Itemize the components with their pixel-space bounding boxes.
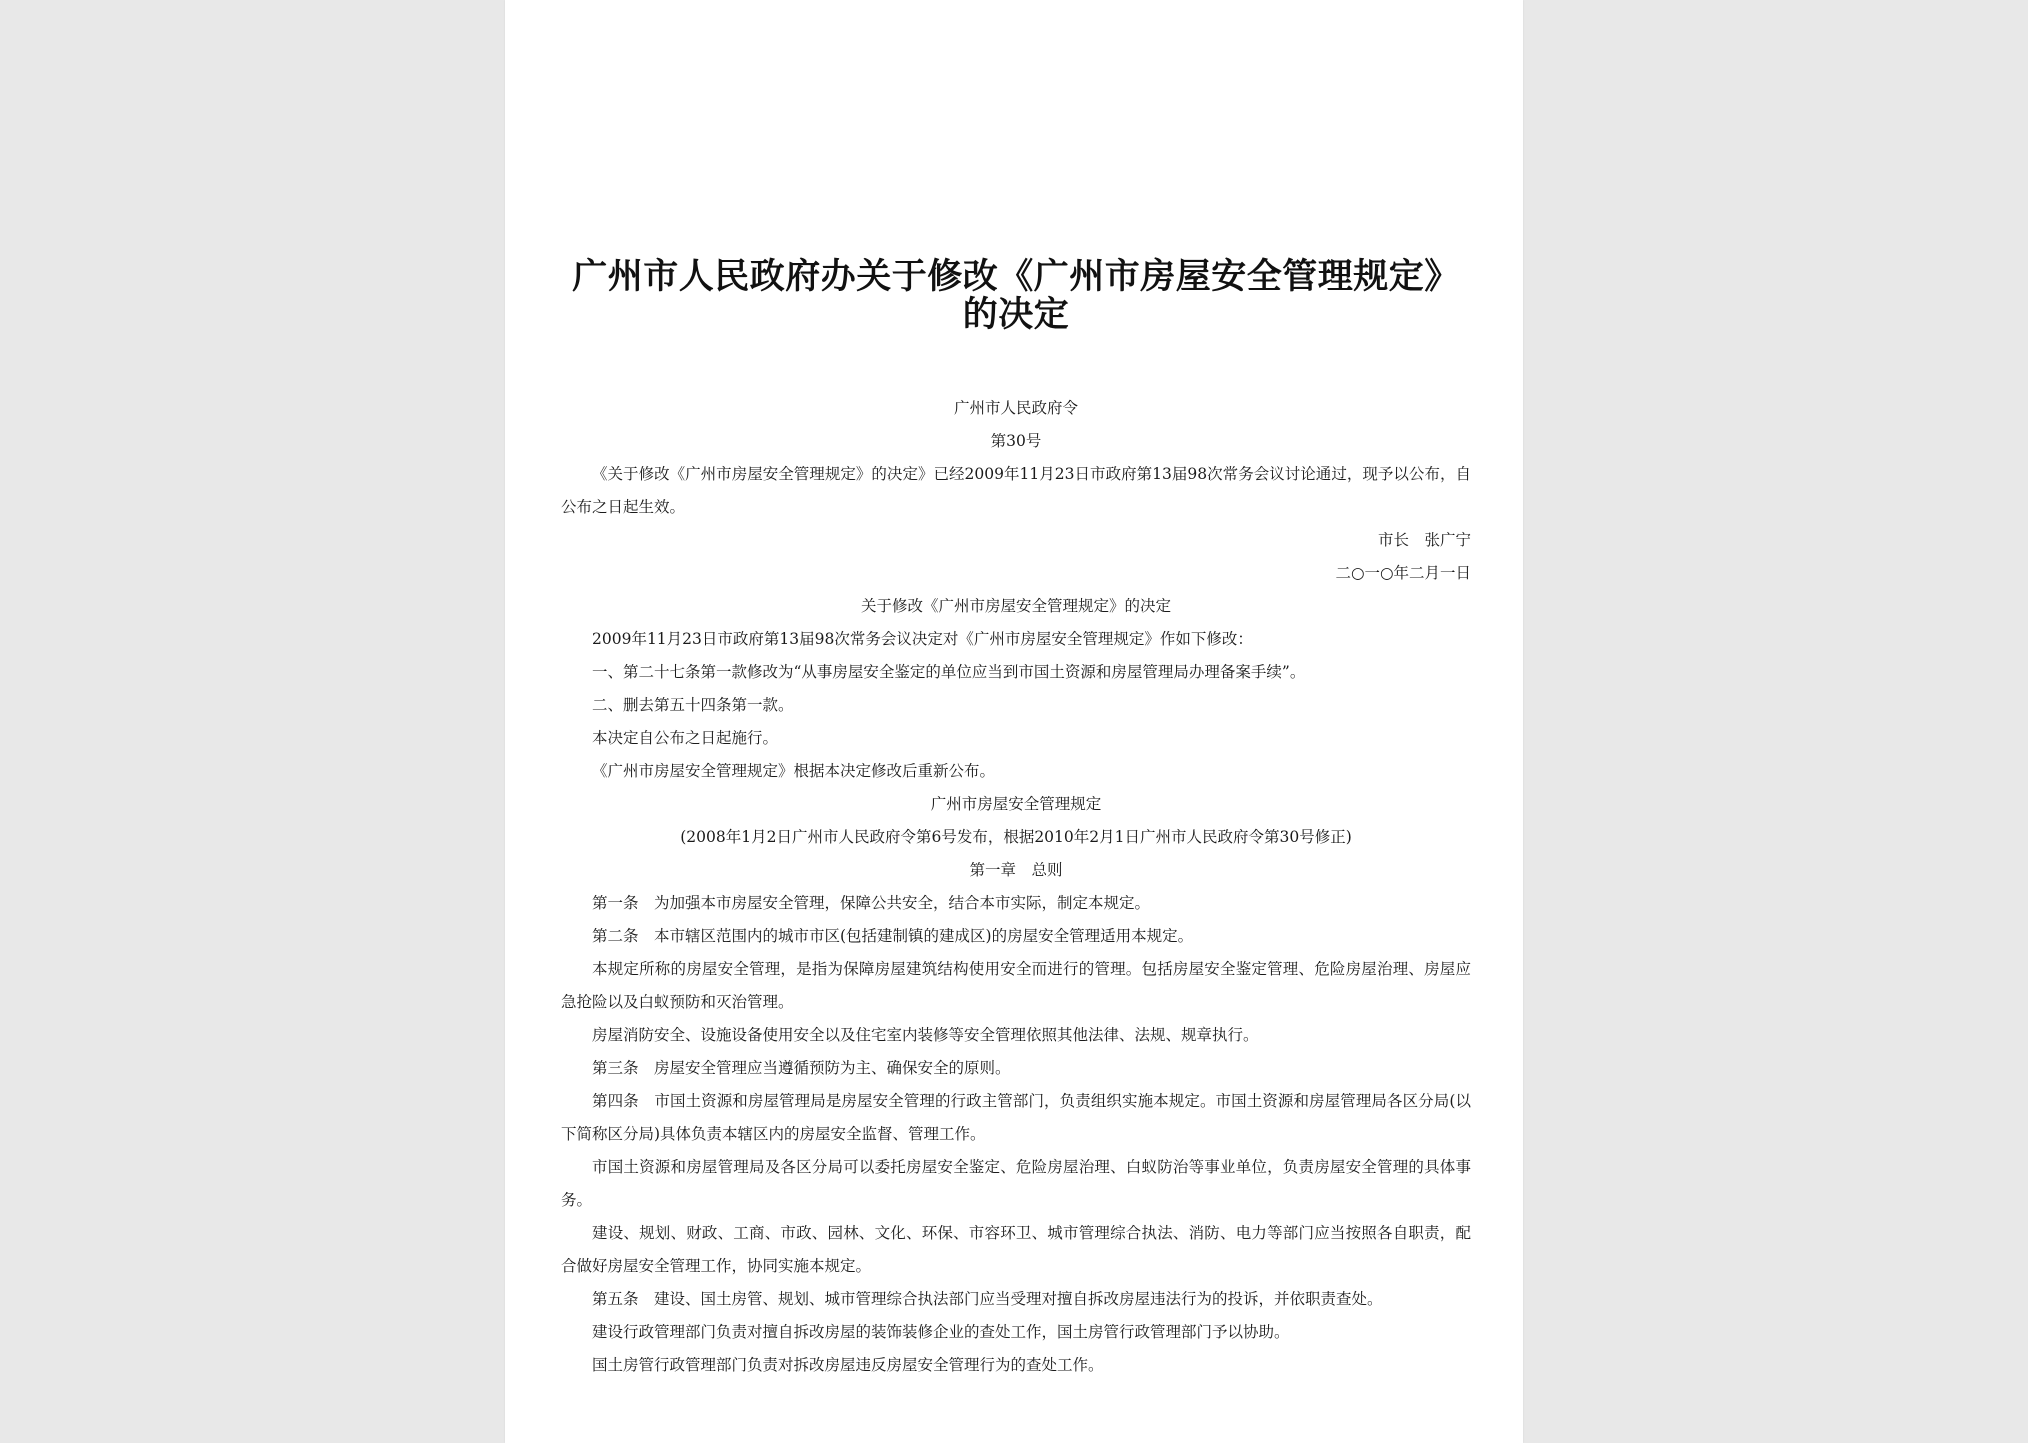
amendment-2: 二、删去第五十四条第一款。 <box>592 696 794 714</box>
article-5: 第五条 建设、国土房管、规划、城市管理综合执法部门应当受理对擅自拆改房屋违法行为的投诉，并依职责查处。 <box>592 1290 1383 1308</box>
article-2-paragraph-2: 本规定所称的房屋安全管理，是指为保障房屋建筑结构使用安全而进行的管理。包括房屋安全鉴定管理、危险房屋治理、房屋应急抢险以及白蚁预防和灭治管理。 <box>561 960 1471 1011</box>
article-4-paragraph-3: 建设、规划、财政、工商、市政、园林、文化、环保、市容环卫、城市管理综合执法、消防、电力等部门应当按照各自职责，配合做好房屋安全管理工作，协同实施本规定。 <box>561 1224 1471 1275</box>
article-2-paragraph-3: 房屋消防安全、设施设备使用安全以及住宅室内装修等安全管理依照其他法律、法规、规章执行。 <box>592 1026 1259 1044</box>
document-content <box>561 258 1471 1382</box>
amendment-1: 一、第二十七条第一款修改为“从事房屋安全鉴定的单位应当到市国土资源和房屋管理局办理备案手续”。 <box>592 663 1306 681</box>
article-5-paragraph-2: 建设行政管理部门负责对擅自拆改房屋的装饰装修企业的查处工作，国土房管行政管理部门予以协助。 <box>592 1323 1290 1341</box>
article-4: 第四条 市国土资源和房屋管理局是房屋安全管理的行政主管部门，负责组织实施本规定。市国土资源和房屋管理局各区分局(以下简称区分局)具体负责本辖区内的房屋安全监督、管理工作。 <box>561 1092 1471 1143</box>
chapter-heading: 第一章 总则 <box>969 861 1063 879</box>
article-3: 第三条 房屋安全管理应当遵循预防为主、确保安全的原则。 <box>592 1059 1011 1077</box>
signature: 市长 张广宁 <box>1377 531 1471 549</box>
intro-paragraph: 《关于修改《广州市房屋安全管理规定》的决定》已经2009年11月23日市政府第13届98次常务会议讨论通过，现予以公布，自公布之日起生效。 <box>561 465 1471 516</box>
order-issuer: 广州市人民政府令 <box>953 399 1078 417</box>
decision-intro: 2009年11月23日市政府第13届98次常务会议决定对《广州市房屋安全管理规定》作如下修改： <box>592 630 1253 648</box>
republish-clause: 《广州市房屋安全管理规定》根据本决定修改后重新公布。 <box>592 762 996 780</box>
article-4-paragraph-2: 市国土资源和房屋管理局及各区分局可以委托房屋安全鉴定、危险房屋治理、白蚁防治等事业单位，负责房屋安全管理的具体事务。 <box>561 1158 1471 1209</box>
regulation-note: (2008年1月2日广州市人民政府令第6号发布，根据2010年2月1日广州市人民政府令第30号修正) <box>680 828 1352 846</box>
decision-title: 关于修改《广州市房屋安全管理规定》的决定 <box>860 597 1171 615</box>
article-1: 第一条 为加强本市房屋安全管理，保障公共安全，结合本市实际，制定本规定。 <box>592 894 1151 912</box>
article-2: 第二条 本市辖区范围内的城市市区(包括建制镇的建成区)的房屋安全管理适用本规定。 <box>592 927 1194 945</box>
document-page <box>505 0 1523 1443</box>
effective-clause: 本决定自公布之日起施行。 <box>592 729 779 747</box>
order-number: 第30号 <box>990 432 1042 450</box>
document-title: 广州市人民政府办关于修改《广州市房屋安全管理规定》的决定 <box>572 257 1460 335</box>
regulation-title: 广州市房屋安全管理规定 <box>930 795 1102 813</box>
issue-date: 二○一○年二月一日 <box>1335 564 1471 582</box>
article-5-paragraph-3: 国土房管行政管理部门负责对拆改房屋违反房屋安全管理行为的查处工作。 <box>592 1356 1104 1374</box>
